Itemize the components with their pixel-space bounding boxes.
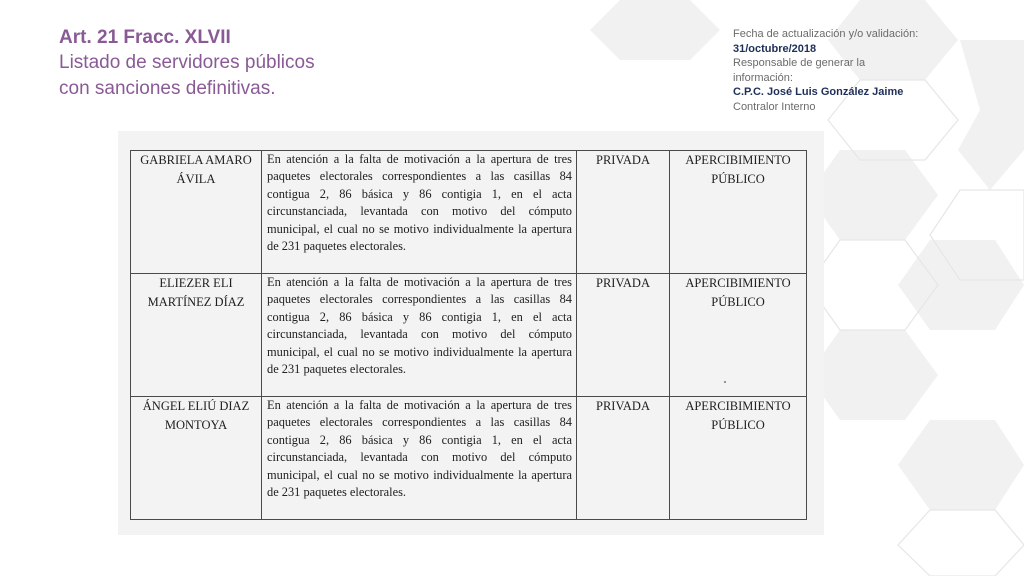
sanction-cell (670, 151, 807, 274)
type-text: PRIVADA (596, 276, 650, 290)
description-cell (262, 151, 577, 274)
name-cell (131, 151, 262, 274)
sanction-line-1: APERCIBIMIENTO (685, 276, 791, 290)
sanction-cell (670, 274, 807, 397)
responsible-label-line-2: información: (733, 71, 793, 84)
type-text: PRIVADA (596, 399, 650, 413)
table-row (131, 151, 807, 274)
description-text: En atención a la falta de motivación a la apertura de tres paquetes electorales correspondientes a las casillas 84 contigua 2, 86 básica y 86 contigia 1, en el acta circunstanciada, levantada con motivo del cómputo municipal, el cual no se motivo individualmente la apertura de 231 paquetes electorales. (267, 398, 572, 500)
update-date: 31/octubre/2018 (733, 42, 817, 55)
name-cell (131, 274, 262, 397)
type-cell (577, 397, 670, 520)
type-text: PRIVADA (596, 153, 650, 167)
sanctions-table (130, 150, 807, 520)
sanction-line-2: PÚBLICO (711, 172, 765, 186)
article-title: Art. 21 Fracc. XLVII (59, 27, 231, 48)
name-line-1: ÁNGEL ELIÚ DIAZ (142, 399, 250, 413)
metadata-block (733, 27, 973, 114)
sanction-line-2: PÚBLICO (711, 418, 765, 432)
name-line-1: ELIEZER ELI (159, 276, 233, 290)
responsible-name: C.P.C. José Luis González Jaime (733, 86, 904, 98)
sanction-line-1: APERCIBIMIENTO (685, 153, 791, 167)
name-cell (131, 397, 262, 520)
table-row (131, 397, 807, 520)
name-line-2: MARTÍNEZ DÍAZ (147, 295, 245, 309)
type-cell (577, 274, 670, 397)
description-text: En atención a la falta de motivación a la apertura de tres paquetes electorales correspondientes a las casillas 84 contigua 2, 86 básica y 86 contigia 1, en el acta circunstanciada, levantada con motivo del cómputo municipal, el cual no se motivo individualmente la apertura de 231 paquetes electorales. (267, 152, 572, 254)
sanction-cell (670, 397, 807, 520)
description-cell (262, 397, 577, 520)
subtitle-line-2: con sanciones definitivas. (59, 78, 276, 99)
table-row (131, 274, 807, 397)
update-label: Fecha de actualización y/o validación: (733, 28, 919, 40)
responsible-role: Contralor Interno (733, 100, 816, 113)
scan-speck (724, 381, 726, 383)
name-line-2: MONTOYA (164, 418, 228, 432)
sanction-line-2: PÚBLICO (711, 295, 765, 309)
scanned-document (118, 131, 824, 535)
type-cell (577, 151, 670, 274)
name-line-1: GABRIELA AMARO (140, 153, 252, 167)
sanction-line-1: APERCIBIMIENTO (685, 399, 791, 413)
title-block (59, 26, 315, 102)
description-cell (262, 274, 577, 397)
description-text: En atención a la falta de motivación a la apertura de tres paquetes electorales correspondientes a las casillas 84 contigua 2, 86 básica y 86 contigia 1, en el acta circunstanciada, levantada con motivo del cómputo municipal, el cual no se motivo individualmente la apertura de 231 paquetes electorales. (267, 275, 572, 377)
responsible-label-line-1: Responsable de generar la (733, 57, 866, 69)
name-line-2: ÁVILA (176, 172, 216, 186)
subtitle-line-1: Listado de servidores públicos (59, 52, 315, 73)
